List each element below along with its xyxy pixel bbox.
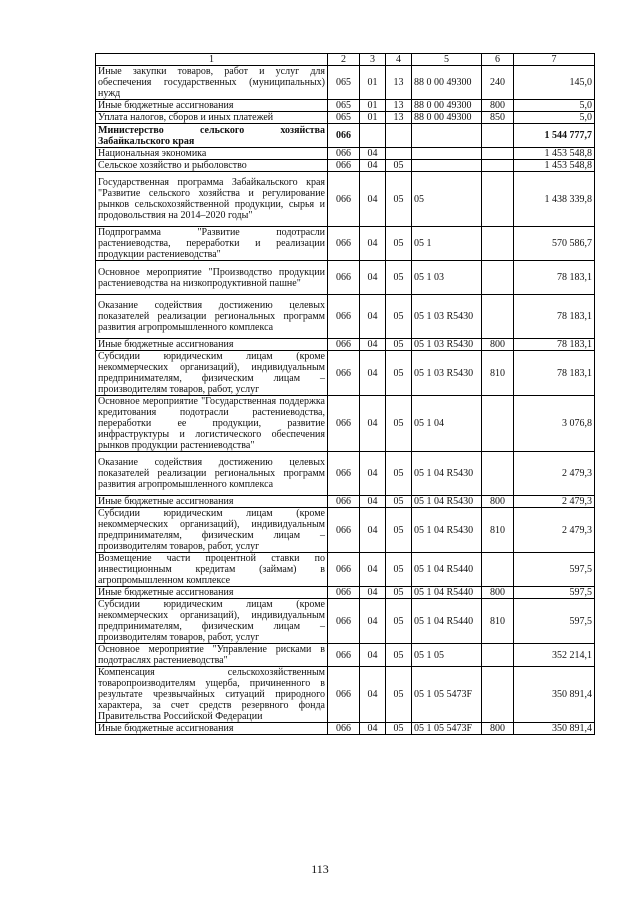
table-row	[96, 66, 595, 100]
row-name-cell: Основное мероприятие "Государственная поддержка кредитования подотрасли растениеводства, переработки ее продукции, развитие инфраструктуры и логистического обеспечения рынков продукции растениеводства"	[96, 396, 328, 452]
row-subsection-cell: 13	[386, 100, 412, 112]
table-row	[96, 261, 595, 295]
row-name-cell: Иные бюджетные ассигнования	[96, 587, 328, 599]
row-subsection-cell: 05	[386, 587, 412, 599]
table-row	[96, 587, 595, 599]
row-section-cell: 04	[360, 644, 386, 667]
row-section-cell: 04	[360, 396, 386, 452]
row-expense-type-cell: 800	[482, 587, 514, 599]
row-target-article-cell: 05 1 03 R5430	[412, 351, 482, 396]
row-subsection-cell: 05	[386, 452, 412, 496]
row-expense-type-cell: 240	[482, 66, 514, 100]
table-row	[96, 227, 595, 261]
row-code-cell: 066	[328, 644, 360, 667]
column-header: 7	[514, 54, 595, 66]
row-name-cell: Иные бюджетные ассигнования	[96, 723, 328, 735]
table-row	[96, 508, 595, 553]
row-subsection-cell: 05	[386, 227, 412, 261]
row-code-cell: 066	[328, 339, 360, 351]
column-header: 6	[482, 54, 514, 66]
row-name-cell: Иные бюджетные ассигнования	[96, 339, 328, 351]
row-name-cell: Возмещение части процентной ставки по инвестиционным кредитам (займам) в агропромышленном комплексе	[96, 553, 328, 587]
column-header: 2	[328, 54, 360, 66]
row-target-article-cell: 05	[412, 172, 482, 227]
row-section-cell: 04	[360, 553, 386, 587]
row-target-article-cell: 05 1 03	[412, 261, 482, 295]
row-name-cell: Субсидии юридическим лицам (кроме некоммерческих организаций), индивидуальным предпринимателям, физическим лицам – производителям товаров, работ, услуг	[96, 508, 328, 553]
column-header: 1	[96, 54, 328, 66]
row-section-cell: 04	[360, 667, 386, 723]
row-name-cell: Уплата налогов, сборов и иных платежей	[96, 112, 328, 124]
row-name-cell: Иные закупки товаров, работ и услуг для обеспечения государственных (муниципальных) нужд	[96, 66, 328, 100]
row-expense-type-cell	[482, 553, 514, 587]
row-amount-cell: 78 183,1	[514, 351, 595, 396]
row-section-cell: 04	[360, 452, 386, 496]
row-name-cell: Оказание содействия достижению целевых показателей реализации региональных программ развития агропромышленного комплекса	[96, 452, 328, 496]
row-name-cell: Основное мероприятие "Производство продукции растениеводства на низкопродуктивной пашне"	[96, 261, 328, 295]
row-target-article-cell: 05 1 04	[412, 396, 482, 452]
row-target-article-cell	[412, 124, 482, 148]
row-expense-type-cell	[482, 452, 514, 496]
table-row	[96, 396, 595, 452]
row-amount-cell: 145,0	[514, 66, 595, 100]
row-subsection-cell: 05	[386, 599, 412, 644]
row-subsection-cell: 05	[386, 396, 412, 452]
row-code-cell: 066	[328, 667, 360, 723]
row-target-article-cell: 88 0 00 49300	[412, 100, 482, 112]
row-subsection-cell: 13	[386, 66, 412, 100]
row-subsection-cell: 05	[386, 172, 412, 227]
row-name-cell: Компенсация сельскохозяйственным товаропроизводителям ущерба, причиненного в результате чрезвычайных ситуаций природного характера, за счет средств резервного фонда Правительства Российской Федерации	[96, 667, 328, 723]
row-section-cell: 04	[360, 227, 386, 261]
row-amount-cell: 350 891,4	[514, 723, 595, 735]
row-name-cell: Национальная экономика	[96, 148, 328, 160]
row-target-article-cell: 05 1 03 R5430	[412, 339, 482, 351]
row-target-article-cell: 05 1 04 R5430	[412, 508, 482, 553]
row-amount-cell: 2 479,3	[514, 508, 595, 553]
row-subsection-cell: 05	[386, 295, 412, 339]
row-expense-type-cell: 850	[482, 112, 514, 124]
row-section-cell: 04	[360, 148, 386, 160]
table-row	[96, 667, 595, 723]
row-amount-cell: 597,5	[514, 599, 595, 644]
row-code-cell: 066	[328, 172, 360, 227]
row-name-cell: Субсидии юридическим лицам (кроме некоммерческих организаций), индивидуальным предпринимателям, физическим лицам – производителям товаров, работ, услуг	[96, 599, 328, 644]
row-code-cell: 066	[328, 396, 360, 452]
row-subsection-cell: 05	[386, 723, 412, 735]
row-subsection-cell: 05	[386, 667, 412, 723]
row-target-article-cell: 05 1 04 R5440	[412, 587, 482, 599]
row-expense-type-cell	[482, 172, 514, 227]
row-code-cell: 065	[328, 66, 360, 100]
row-expense-type-cell: 800	[482, 496, 514, 508]
row-amount-cell: 2 479,3	[514, 496, 595, 508]
column-header: 5	[412, 54, 482, 66]
row-subsection-cell: 05	[386, 339, 412, 351]
row-code-cell: 066	[328, 148, 360, 160]
row-code-cell: 065	[328, 112, 360, 124]
row-name-cell: Сельское хозяйство и рыболовство	[96, 160, 328, 172]
row-amount-cell: 3 076,8	[514, 396, 595, 452]
page-number: 113	[311, 862, 329, 876]
row-target-article-cell: 05 1 04 R5430	[412, 496, 482, 508]
table-row	[96, 172, 595, 227]
row-subsection-cell	[386, 124, 412, 148]
table-row	[96, 723, 595, 735]
row-section-cell: 04	[360, 723, 386, 735]
row-subsection-cell: 05	[386, 508, 412, 553]
row-expense-type-cell: 800	[482, 723, 514, 735]
table-row	[96, 339, 595, 351]
row-code-cell: 066	[328, 508, 360, 553]
row-name-cell: Оказание содействия достижению целевых показателей реализации региональных программ развития агропромышленного комплекса	[96, 295, 328, 339]
row-target-article-cell: 05 1 04 R5440	[412, 599, 482, 644]
row-section-cell: 04	[360, 261, 386, 295]
table-row	[96, 100, 595, 112]
table-row	[96, 112, 595, 124]
table-row	[96, 553, 595, 587]
row-section-cell: 04	[360, 599, 386, 644]
row-code-cell: 066	[328, 227, 360, 261]
row-expense-type-cell	[482, 667, 514, 723]
row-amount-cell: 350 891,4	[514, 667, 595, 723]
table-row	[96, 644, 595, 667]
row-name-cell: Подпрограмма "Развитие подотрасли растениеводства, переработки и реализации продукции растениеводства"	[96, 227, 328, 261]
row-amount-cell: 1 544 777,7	[514, 124, 595, 148]
row-amount-cell: 5,0	[514, 100, 595, 112]
row-expense-type-cell: 800	[482, 339, 514, 351]
row-code-cell: 066	[328, 496, 360, 508]
row-code-cell: 066	[328, 261, 360, 295]
row-section-cell: 04	[360, 295, 386, 339]
row-target-article-cell: 88 0 00 49300	[412, 112, 482, 124]
row-target-article-cell: 05 1 05 5473F	[412, 723, 482, 735]
row-name-cell: Субсидии юридическим лицам (кроме некоммерческих организаций), индивидуальным предпринимателям, физическим лицам – производителям товаров, работ, услуг	[96, 351, 328, 396]
row-code-cell: 066	[328, 723, 360, 735]
row-amount-cell: 2 479,3	[514, 452, 595, 496]
row-expense-type-cell	[482, 124, 514, 148]
row-expense-type-cell	[482, 160, 514, 172]
row-expense-type-cell	[482, 295, 514, 339]
column-header-row	[96, 54, 595, 66]
table-row	[96, 295, 595, 339]
row-subsection-cell	[386, 148, 412, 160]
row-amount-cell: 570 586,7	[514, 227, 595, 261]
row-target-article-cell	[412, 160, 482, 172]
row-target-article-cell: 05 1 05 5473F	[412, 667, 482, 723]
row-amount-cell: 78 183,1	[514, 339, 595, 351]
column-header: 4	[386, 54, 412, 66]
row-name-cell: Государственная программа Забайкальского края "Развитие сельского хозяйства и регулирование рынков сельскохозяйственной продукции, сырья и продовольствия на 2014–2020 годы"	[96, 172, 328, 227]
row-amount-cell: 597,5	[514, 587, 595, 599]
row-target-article-cell	[412, 148, 482, 160]
table-row	[96, 148, 595, 160]
row-amount-cell: 1 453 548,8	[514, 148, 595, 160]
row-name-cell: Иные бюджетные ассигнования	[96, 496, 328, 508]
row-amount-cell: 597,5	[514, 553, 595, 587]
row-subsection-cell: 05	[386, 160, 412, 172]
row-expense-type-cell: 810	[482, 508, 514, 553]
table-row	[96, 124, 595, 148]
row-code-cell: 066	[328, 599, 360, 644]
row-code-cell: 066	[328, 587, 360, 599]
row-target-article-cell: 05 1	[412, 227, 482, 261]
row-code-cell: 065	[328, 100, 360, 112]
table-row	[96, 160, 595, 172]
row-subsection-cell: 05	[386, 351, 412, 396]
row-code-cell: 066	[328, 295, 360, 339]
row-section-cell: 04	[360, 496, 386, 508]
row-expense-type-cell	[482, 261, 514, 295]
row-section-cell: 04	[360, 351, 386, 396]
row-section-cell: 04	[360, 587, 386, 599]
row-subsection-cell: 05	[386, 261, 412, 295]
row-name-cell: Министерство сельского хозяйства Забайкальского края	[96, 124, 328, 148]
table-row	[96, 452, 595, 496]
row-expense-type-cell: 810	[482, 351, 514, 396]
row-subsection-cell: 05	[386, 553, 412, 587]
table-row	[96, 599, 595, 644]
row-section-cell: 01	[360, 66, 386, 100]
row-expense-type-cell: 810	[482, 599, 514, 644]
row-code-cell: 066	[328, 124, 360, 148]
row-section-cell: 04	[360, 172, 386, 227]
row-target-article-cell: 05 1 04 R5430	[412, 452, 482, 496]
row-expense-type-cell	[482, 396, 514, 452]
row-amount-cell: 78 183,1	[514, 261, 595, 295]
table-row	[96, 351, 595, 396]
row-code-cell: 066	[328, 160, 360, 172]
row-section-cell: 04	[360, 508, 386, 553]
table-row	[96, 496, 595, 508]
row-code-cell: 066	[328, 553, 360, 587]
row-expense-type-cell	[482, 227, 514, 261]
row-code-cell: 066	[328, 351, 360, 396]
row-target-article-cell: 05 1 04 R5440	[412, 553, 482, 587]
row-section-cell: 01	[360, 112, 386, 124]
row-expense-type-cell: 800	[482, 100, 514, 112]
row-target-article-cell: 88 0 00 49300	[412, 66, 482, 100]
row-section-cell: 04	[360, 339, 386, 351]
row-section-cell: 01	[360, 100, 386, 112]
row-target-article-cell: 05 1 03 R5430	[412, 295, 482, 339]
row-section-cell: 04	[360, 160, 386, 172]
row-subsection-cell: 05	[386, 496, 412, 508]
row-expense-type-cell	[482, 644, 514, 667]
row-subsection-cell: 05	[386, 644, 412, 667]
budget-table	[95, 53, 595, 735]
row-amount-cell: 78 183,1	[514, 295, 595, 339]
row-code-cell: 066	[328, 452, 360, 496]
row-target-article-cell: 05 1 05	[412, 644, 482, 667]
row-amount-cell: 1 438 339,8	[514, 172, 595, 227]
row-name-cell: Основное мероприятие "Управление рисками в подотраслях растениеводства"	[96, 644, 328, 667]
row-name-cell: Иные бюджетные ассигнования	[96, 100, 328, 112]
row-subsection-cell: 13	[386, 112, 412, 124]
row-expense-type-cell	[482, 148, 514, 160]
row-section-cell	[360, 124, 386, 148]
row-amount-cell: 1 453 548,8	[514, 160, 595, 172]
row-amount-cell: 5,0	[514, 112, 595, 124]
row-amount-cell: 352 214,1	[514, 644, 595, 667]
column-header: 3	[360, 54, 386, 66]
